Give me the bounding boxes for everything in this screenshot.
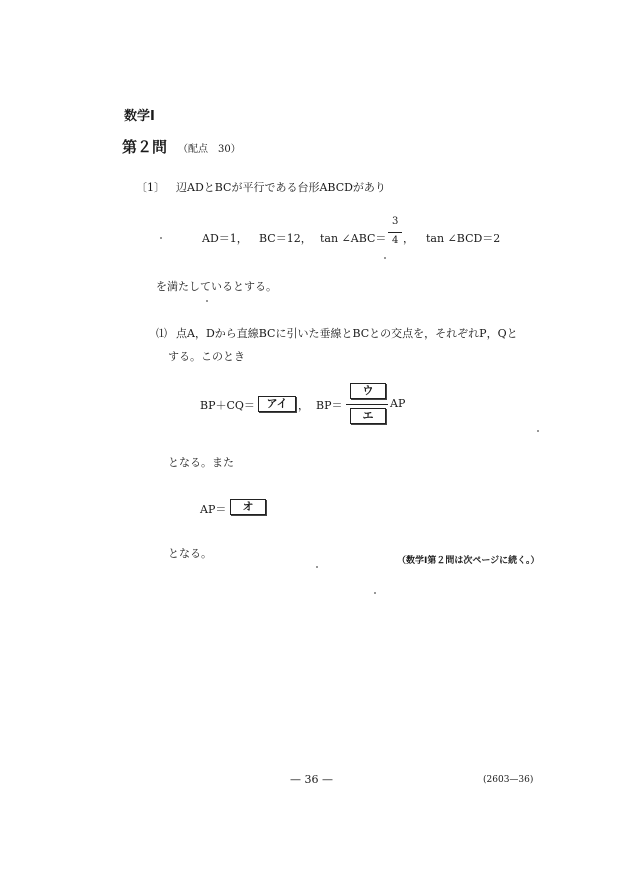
fraction-denominator: 4 xyxy=(392,235,399,246)
sub1-line2: する。このとき xyxy=(168,350,245,363)
part1-intro: 辺ADとBCが平行である台形ABCDがあり xyxy=(176,181,386,194)
fraction-bar-bp xyxy=(346,404,388,405)
naru-text: となる。 xyxy=(168,547,212,560)
eq1-lhs: BP＋CQ＝ xyxy=(200,399,255,412)
scan-dot xyxy=(384,257,386,259)
scan-dot xyxy=(160,237,162,239)
cond-tan-abc-comma: ， xyxy=(403,232,414,245)
naru-mata-text: となる。また xyxy=(168,456,234,469)
points-label: （配点 30） xyxy=(178,144,241,155)
fraction-bar xyxy=(388,232,402,233)
cond-bc: BC＝12， xyxy=(259,232,312,245)
eq3-lhs: AP＝ xyxy=(200,503,227,516)
question-title: 第２問 xyxy=(122,138,168,156)
scan-dot xyxy=(316,566,318,568)
sub1-label: ⑴ xyxy=(156,327,167,340)
eq2-suffix: AP xyxy=(390,397,406,410)
fraction-numerator: 3 xyxy=(392,216,399,227)
answer-box-o[interactable]: オ xyxy=(230,499,266,515)
scan-dot xyxy=(537,430,539,432)
answer-box-u[interactable]: ウ xyxy=(350,383,386,399)
cond-ad: AD＝1， xyxy=(202,232,248,245)
page-number: — 36 — xyxy=(290,773,333,786)
sub1-line1: 点A，Dから直線BCに引いた垂線とBCとの交点を，それぞれP，Qと xyxy=(176,327,518,340)
satisfy-text: を満たしているとする。 xyxy=(156,280,277,293)
eq2-lhs: BP＝ xyxy=(316,399,343,412)
continue-note: （数学Ⅰ第２問は次ページに続く。） xyxy=(397,556,540,566)
subject-title: 数学Ⅰ xyxy=(124,109,155,124)
scan-dot xyxy=(206,300,208,302)
scan-dot xyxy=(374,592,376,594)
cond-tan-bcd: tan ∠BCD＝2 xyxy=(426,232,501,245)
cond-tan-abc: tan ∠ABC＝ xyxy=(320,232,387,245)
answer-box-e[interactable]: エ xyxy=(350,408,386,424)
exam-code: (2603—36) xyxy=(483,775,534,785)
part1-label: 〔1〕 xyxy=(136,181,165,194)
eq1-comma: ， xyxy=(298,399,309,412)
answer-box-ai[interactable]: アイ xyxy=(258,396,296,412)
